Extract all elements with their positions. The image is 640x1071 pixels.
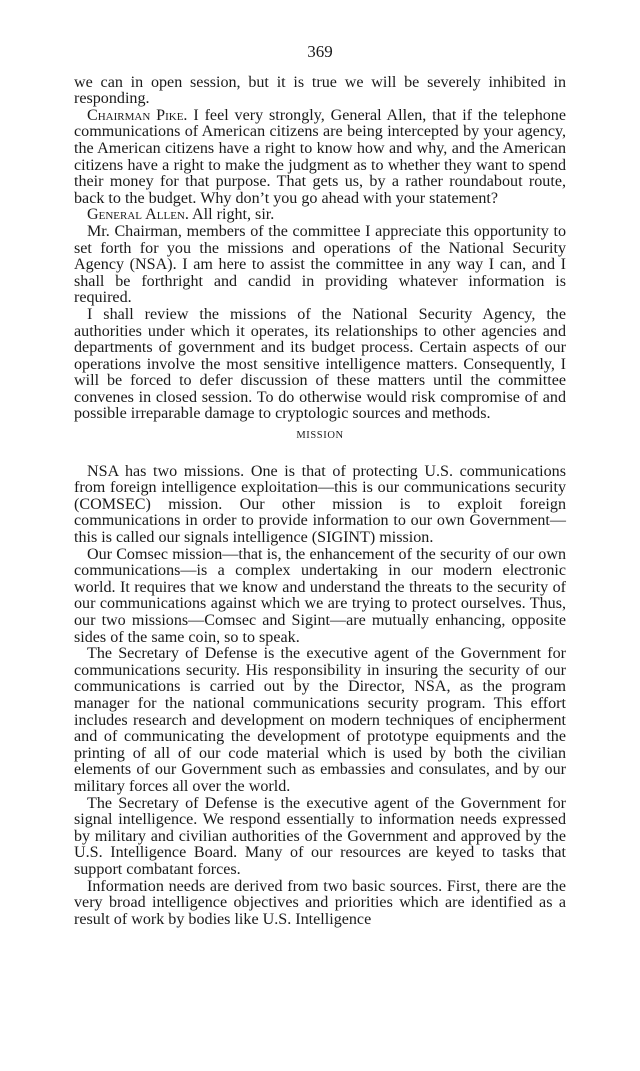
speaker-paragraph (74, 207, 566, 224)
paragraph: NSA has two missions. One is that of protecting U.S. communications from foreign intelligence exploitation—this is our communications security (COMSEC) mission. Our other mission is to exploit foreign communications in order to provide information to our own Government—this is called our signals intelligence (SIGINT) mission. (74, 462, 566, 547)
paragraph: Mr. Chairman, members of the committee I appreciate this opportunity to set forth for you the missions and operations of the National Security Agency (NSA). I am here to assist the committee in any way I can, and I shall be forthright and candid in providing whatever information is required. (74, 222, 566, 307)
document-body (74, 75, 566, 929)
section-heading: MISSION (296, 430, 344, 442)
paragraph: I shall review the missions of the National Security Agency, the authorities under which it operates, its relationships to other agencies and departments of government and its budget process. Certain aspects of our operations involve the most sensitive intelligence matters. Consequently, I will be forced to defer discussion of these matters until the committee convenes in closed session. To do otherwise would risk compromise of and possible irreparable damage to cryptologic sources and methods. (74, 305, 566, 423)
paragraph: Our Comsec mission—that is, the enhancement of the security of our own communications—is a complex undertaking in our modern electronic world. It requires that we know and understand the threats to the security of our communications against which we are trying to protect ourselves. Thus, our two missions—Comsec and Sigint—are mutually enhancing, opposite sides of the same coin, so to speak. (74, 545, 566, 646)
paragraph: we can in open session, but it is true we will be severely inhibited in responding. (74, 73, 566, 108)
paragraph: Information needs are derived from two basic sources. First, there are the very broad intelligence objectives and priorities which are identified as a result of work by bodies like U.S. Intelligence (74, 877, 566, 928)
paragraph-text: I feel very strongly, General Allen, that if the telephone communications of American citizens are being intercepted by your agency, the American citizens have a right to know how and why, and the American citizens have a right to make the judgment as to whether they want to spend their money for that purpose. That gets us, by a rather roundabout route, back to the budget. Why don’t you go ahead with your statement? (74, 106, 566, 207)
paragraph: The Secretary of Defense is the executive agent of the Government for communications security. His responsibility in insuring the security of our communications is carried out by the Director, NSA, as the program manager for the national communications security program. This effort includes research and development on modern techniques of encipherment and of communicating the development of prototype equipments and the printing of all of our code material which is used by both the civilian elements of our Government such as embassies and consulates, and by our military forces all over the world. (74, 645, 566, 795)
paragraph: The Secretary of Defense is the executive agent of the Government for signal intelligence. We respond essentially to information needs expressed by military and civilian authorities of the Government and approved by the U.S. Intelligence Board. Many of our resources are keyed to tasks that support combatant forces. (74, 794, 566, 878)
speaker-name: General Allen. (87, 206, 189, 224)
page-number: 369 (307, 42, 333, 61)
paragraph-text: All right, sir. (192, 206, 275, 224)
speaker-name: Chairman Pike. (87, 106, 188, 124)
speaker-paragraph (74, 108, 566, 208)
